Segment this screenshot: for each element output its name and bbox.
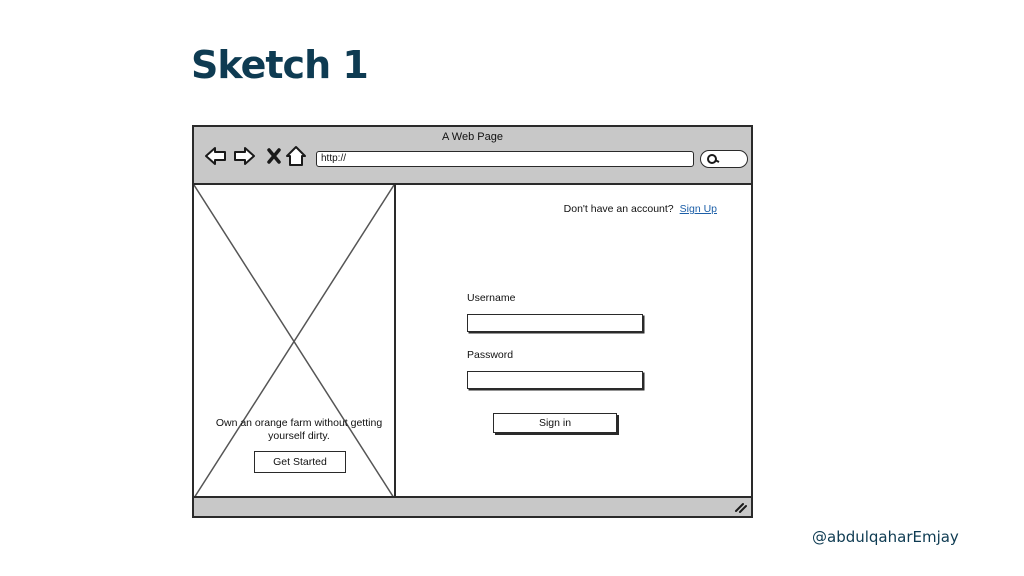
password-field[interactable] <box>467 371 643 389</box>
resize-handle-icon[interactable] <box>733 501 747 513</box>
username-label: Username <box>467 292 516 304</box>
hero-tagline: Own an orange farm without getting yourself dirty. <box>215 417 383 442</box>
signup-prompt-row <box>564 203 717 215</box>
author-credit: @abdulqaharEmjay <box>812 528 959 546</box>
browser-toolbar <box>194 127 751 185</box>
url-bar[interactable]: http:// <box>316 151 694 167</box>
login-panel <box>396 185 751 498</box>
get-started-button[interactable]: Get Started <box>254 451 346 473</box>
status-bar <box>194 496 751 516</box>
stop-icon[interactable] <box>262 145 286 167</box>
slide-title: Sketch 1 <box>191 43 368 87</box>
home-icon[interactable] <box>284 145 308 167</box>
window-title: A Web Page <box>442 131 503 143</box>
back-arrow-icon[interactable] <box>204 145 228 167</box>
search-field[interactable] <box>700 150 748 168</box>
username-field[interactable] <box>467 314 643 332</box>
search-icon <box>706 153 720 165</box>
forward-arrow-icon[interactable] <box>232 145 256 167</box>
sign-in-button[interactable]: Sign in <box>493 413 617 433</box>
signup-link[interactable]: Sign Up <box>679 203 717 215</box>
password-label: Password <box>467 349 514 361</box>
browser-window-wireframe <box>192 125 753 518</box>
signup-prompt: Don't have an account? <box>563 203 674 215</box>
image-placeholder <box>194 185 396 498</box>
